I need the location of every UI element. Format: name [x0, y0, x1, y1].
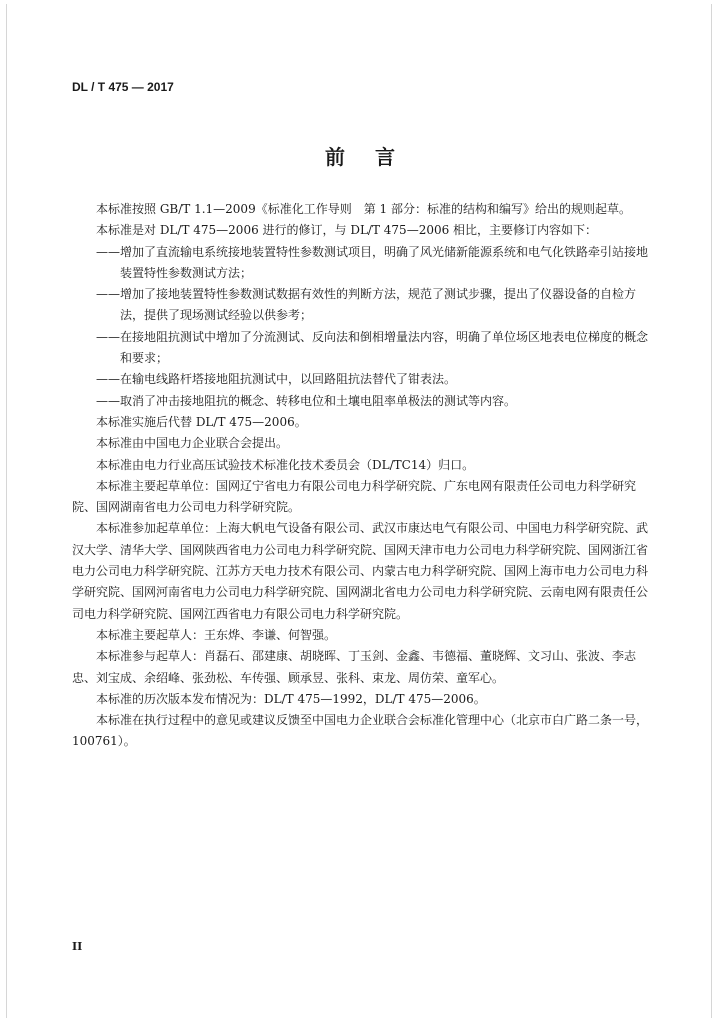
paragraph-main-drafting-units: 本标准主要起草单位：国网辽宁省电力有限公司电力科学研究院、广东电网有限责任公司电力科学研究院、国网湖南省电力公司电力科学研究院。 [72, 478, 637, 515]
paragraph-version-history: 本标准的历次版本发布情况为：DL/T 475—1992，DL/T 475—2006。 [96, 691, 486, 706]
page-title: 前言 [325, 145, 425, 169]
revision-item-text: 在接地阻抗测试中增加了分流测试、反向法和倒相增量法内容，明确了单位场区地表电位梯度的概念和要求； [120, 329, 649, 366]
paragraph-feedback: 本标准在执行过程中的意见或建议反馈至中国电力企业联合会标准化管理中心（北京市白广路二条一号，100761）。 [72, 713, 649, 749]
paragraph-revision-intro: 本标准是对 DL/T 475—2006 进行的修订，与 DL/T 475—2006 相比，主要修订内容如下： [96, 223, 598, 238]
standard-code-header: DL / T 475 — 2017 [72, 80, 174, 94]
revision-item [96, 242, 652, 285]
paragraph-main-drafters: 本标准主要起草人：王东烨、李谦、何智强。 [96, 627, 337, 642]
foreword-body [72, 199, 652, 753]
revision-item [96, 369, 652, 390]
revision-item [96, 327, 652, 370]
dash-mark: —— [96, 244, 120, 259]
revision-item-text: 增加了直流输电系统接地装置特性参数测试项目，明确了风光储新能源系统和电气化铁路牵引站接地装置特性参数测试方法； [120, 244, 649, 280]
paragraph-supersedes: 本标准实施后代替 DL/T 475—2006。 [96, 414, 307, 429]
page-number: II [72, 940, 83, 953]
revision-item-text: 增加了接地装置特性参数测试数据有效性的判断方法，规范了测试步骤，提出了仪器设备的自检方法，提供了现场测试经验以供参考； [120, 287, 637, 323]
paragraph-proposed-by: 本标准由中国电力企业联合会提出。 [96, 436, 289, 451]
paragraph-participating-drafters: 本标准参与起草人：肖磊石、邵建康、胡晓晖、丁玉剑、金鑫、韦德福、董晓辉、文习山、张波、李志忠、刘宝成、余绍峰、张劲松、车传强、顾承昱、张科、束龙、周仿荣、童军心。 [72, 649, 637, 685]
revision-item-text: 取消了冲击接地阻抗的概念、转移电位和土壤电阻率单极法的测试等内容。 [120, 393, 517, 408]
paragraph-technical-committee: 本标准由电力行业高压试验技术标准化技术委员会（DL/TC14）归口。 [96, 457, 475, 472]
dash-mark: —— [96, 393, 120, 408]
revision-item-text: 在输电线路杆塔接地阻抗测试中，以回路阻抗法替代了钳表法。 [120, 372, 457, 387]
revision-item [96, 391, 652, 412]
paragraph-drafting-rules: 本标准按照 GB/T 1.1—2009《标准化工作导则 第 1 部分：标准的结构和编写》给出的规则起草。 [96, 202, 631, 216]
dash-mark: —— [96, 372, 120, 387]
revision-item [96, 284, 652, 327]
paragraph-participating-units: 本标准参加起草单位：上海大帆电气设备有限公司、武汉市康达电气有限公司、中国电力科学研究院、武汉大学、清华大学、国网陕西省电力公司电力科学研究院、国网天津市电力公司电力科学研究院、国网浙江省电力公司电力科学研究院、江苏方天电力技术有限公司、内蒙古电力科学研究院、国网上海市电力公司电力科学研究院、国网河南省电力公司电力科学研究院、国网湖北省电力公司电力科学研究院、云南电网有限责任公司电力科学研究院、国网江西省电力有限公司电力科学研究院。 [72, 521, 649, 621]
dash-mark: —— [96, 287, 120, 302]
dash-mark: —— [96, 329, 120, 344]
